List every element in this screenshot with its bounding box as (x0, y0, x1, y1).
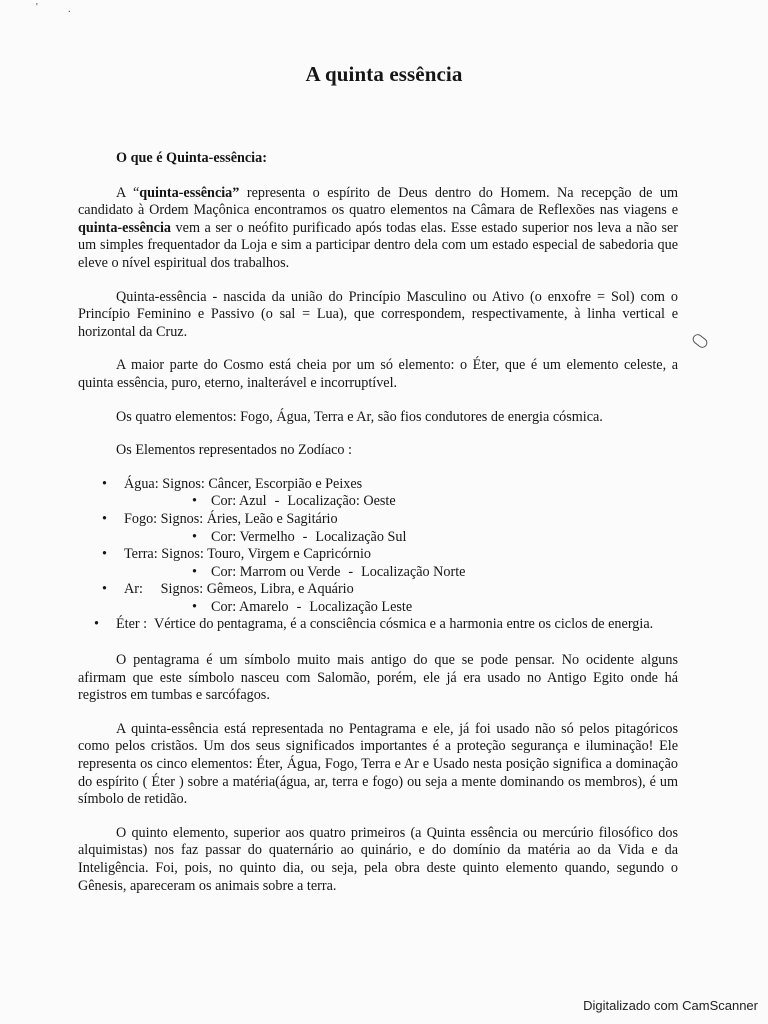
list-item (78, 564, 678, 582)
paragraph-6: O pentagrama é um símbolo muito mais antigo do que se pode pensar. No ocidente alguns afirmam que este símbolo nasceu com Salomão, porém, ele já era usado no Antigo Egito onde há registros em tumbas e sarcófagos. (78, 652, 678, 704)
paragraph-3: A maior parte do Cosmo está cheia por um só elemento: o Éter, que é um elemento celeste, a quinta essência, puro, eterno, inalterável e incorruptível. (78, 357, 678, 391)
list-item (78, 476, 678, 494)
bullet-icon: • (192, 598, 197, 615)
bullet-icon: • (102, 581, 107, 598)
element-signs: Ar: Signos: Gêmeos, Libra, e Aquário (124, 581, 354, 598)
paragraph-2: Quinta-essência - nascida da união do Princípio Masculino ou Ativo (o enxofre = Sol) com o Princípio Feminino e Passivo (o sal = Lua), que correspondem, respectivamente, à linha vertical e horizontal da Cruz. (78, 288, 678, 340)
element-location: Localização: Oeste (287, 493, 396, 510)
element-signs: Terra: Signos: Touro, Virgem e Capricórnio (124, 546, 371, 563)
paragraph-7: A quinta-essência está representada no Pentagrama e ele, já foi usado não só pelos pitagóricos como pelos cristãos. Um dos seus significados importantes é a proteção segurança e iluminação! Ele representa os cinco elementos: Éter, Água, Fogo, Terra e Ar e Usado nesta posição significa a dominação do espírito ( Éter ) sobre a matéria(água, ar, terra e fogo) ou seja a mente dominando os membros), é um símbolo de retidão. (78, 720, 678, 808)
document-body (78, 150, 678, 911)
element-color: Cor: Marrom ou Verde (211, 563, 341, 580)
list-item (78, 599, 678, 617)
separator: - (302, 528, 308, 545)
element-location: Localização Leste (309, 598, 413, 615)
bullet-icon: • (102, 475, 107, 492)
text-run: representa o espírito de Deus dentro do Homem. Na recepção de um candidato à Ordem Maçônica encontramos os quatro elementos na Câmara de Reflexões nas viagens e (78, 184, 678, 219)
paragraph-1 (78, 185, 678, 273)
bullet-icon: • (94, 616, 99, 633)
element-location: Localização Sul (315, 528, 407, 545)
list-item (78, 546, 678, 564)
elements-list (78, 476, 678, 634)
list-item (78, 493, 678, 511)
element-color: Cor: Azul (211, 493, 267, 510)
scan-mark: ' (36, 2, 38, 13)
text-run: A “ (116, 184, 140, 201)
separator: - (348, 563, 354, 580)
list-item (78, 581, 678, 599)
paragraph-8: O quinto elemento, superior aos quatro primeiros (a Quinta essência ou mercúrio filosófico dos alquimistas) nos faz passar do quaternário ao quinário, e do domínio da matéria ao da Vida e da Inteligência. Foi, pois, no quinto dia, ou seja, pela obra deste quinto elemento quando, segundo o Gênesis, apareceram os animais sobre a terra. (78, 824, 678, 894)
element-signs: Água: Signos: Câncer, Escorpião e Peixes (124, 475, 363, 492)
element-color: Cor: Vermelho (211, 528, 295, 545)
bullet-icon: • (192, 528, 197, 545)
element-color: Cor: Amarelo (211, 598, 289, 615)
element-signs: Fogo: Signos: Áries, Leão e Sagitário (124, 510, 338, 527)
separator: - (274, 493, 280, 510)
scan-mark: . (68, 4, 71, 15)
scanner-watermark: Digitalizado com CamScanner (583, 998, 758, 1013)
bullet-icon: • (102, 546, 107, 563)
bullet-icon: • (102, 510, 107, 527)
list-item (78, 511, 678, 529)
element-signs: Éter : Vértice do pentagrama, é a consciência cósmica e a harmonia entre os ciclos de energia. (116, 616, 654, 633)
separator: - (296, 598, 302, 615)
text-run: vem a ser o neófito purificado após todas elas. Esse estado superior nos leva a não ser um simples frequentador da Loja e sim a participar dentro dela com um estado especial de sabedoria que eleve o nível espiritual dos trabalhos. (78, 219, 678, 271)
section-heading: O que é Quinta-essência: (116, 150, 267, 166)
list-item (78, 529, 678, 547)
bullet-icon: • (192, 493, 197, 510)
paragraph-4: Os quatro elementos: Fogo, Água, Terra e Ar, são fios condutores de energia cósmica. (116, 408, 603, 425)
list-item (78, 616, 678, 634)
bold-term: quinta-essência (78, 219, 172, 236)
bullet-icon: • (192, 563, 197, 580)
paragraph-5: Os Elementos representados no Zodíaco : (116, 442, 352, 459)
bold-term: quinta-essência” (139, 184, 240, 201)
element-location: Localização Norte (361, 563, 466, 580)
paperclip-mark-icon (691, 332, 710, 350)
page-title: A quinta essência (305, 62, 463, 86)
